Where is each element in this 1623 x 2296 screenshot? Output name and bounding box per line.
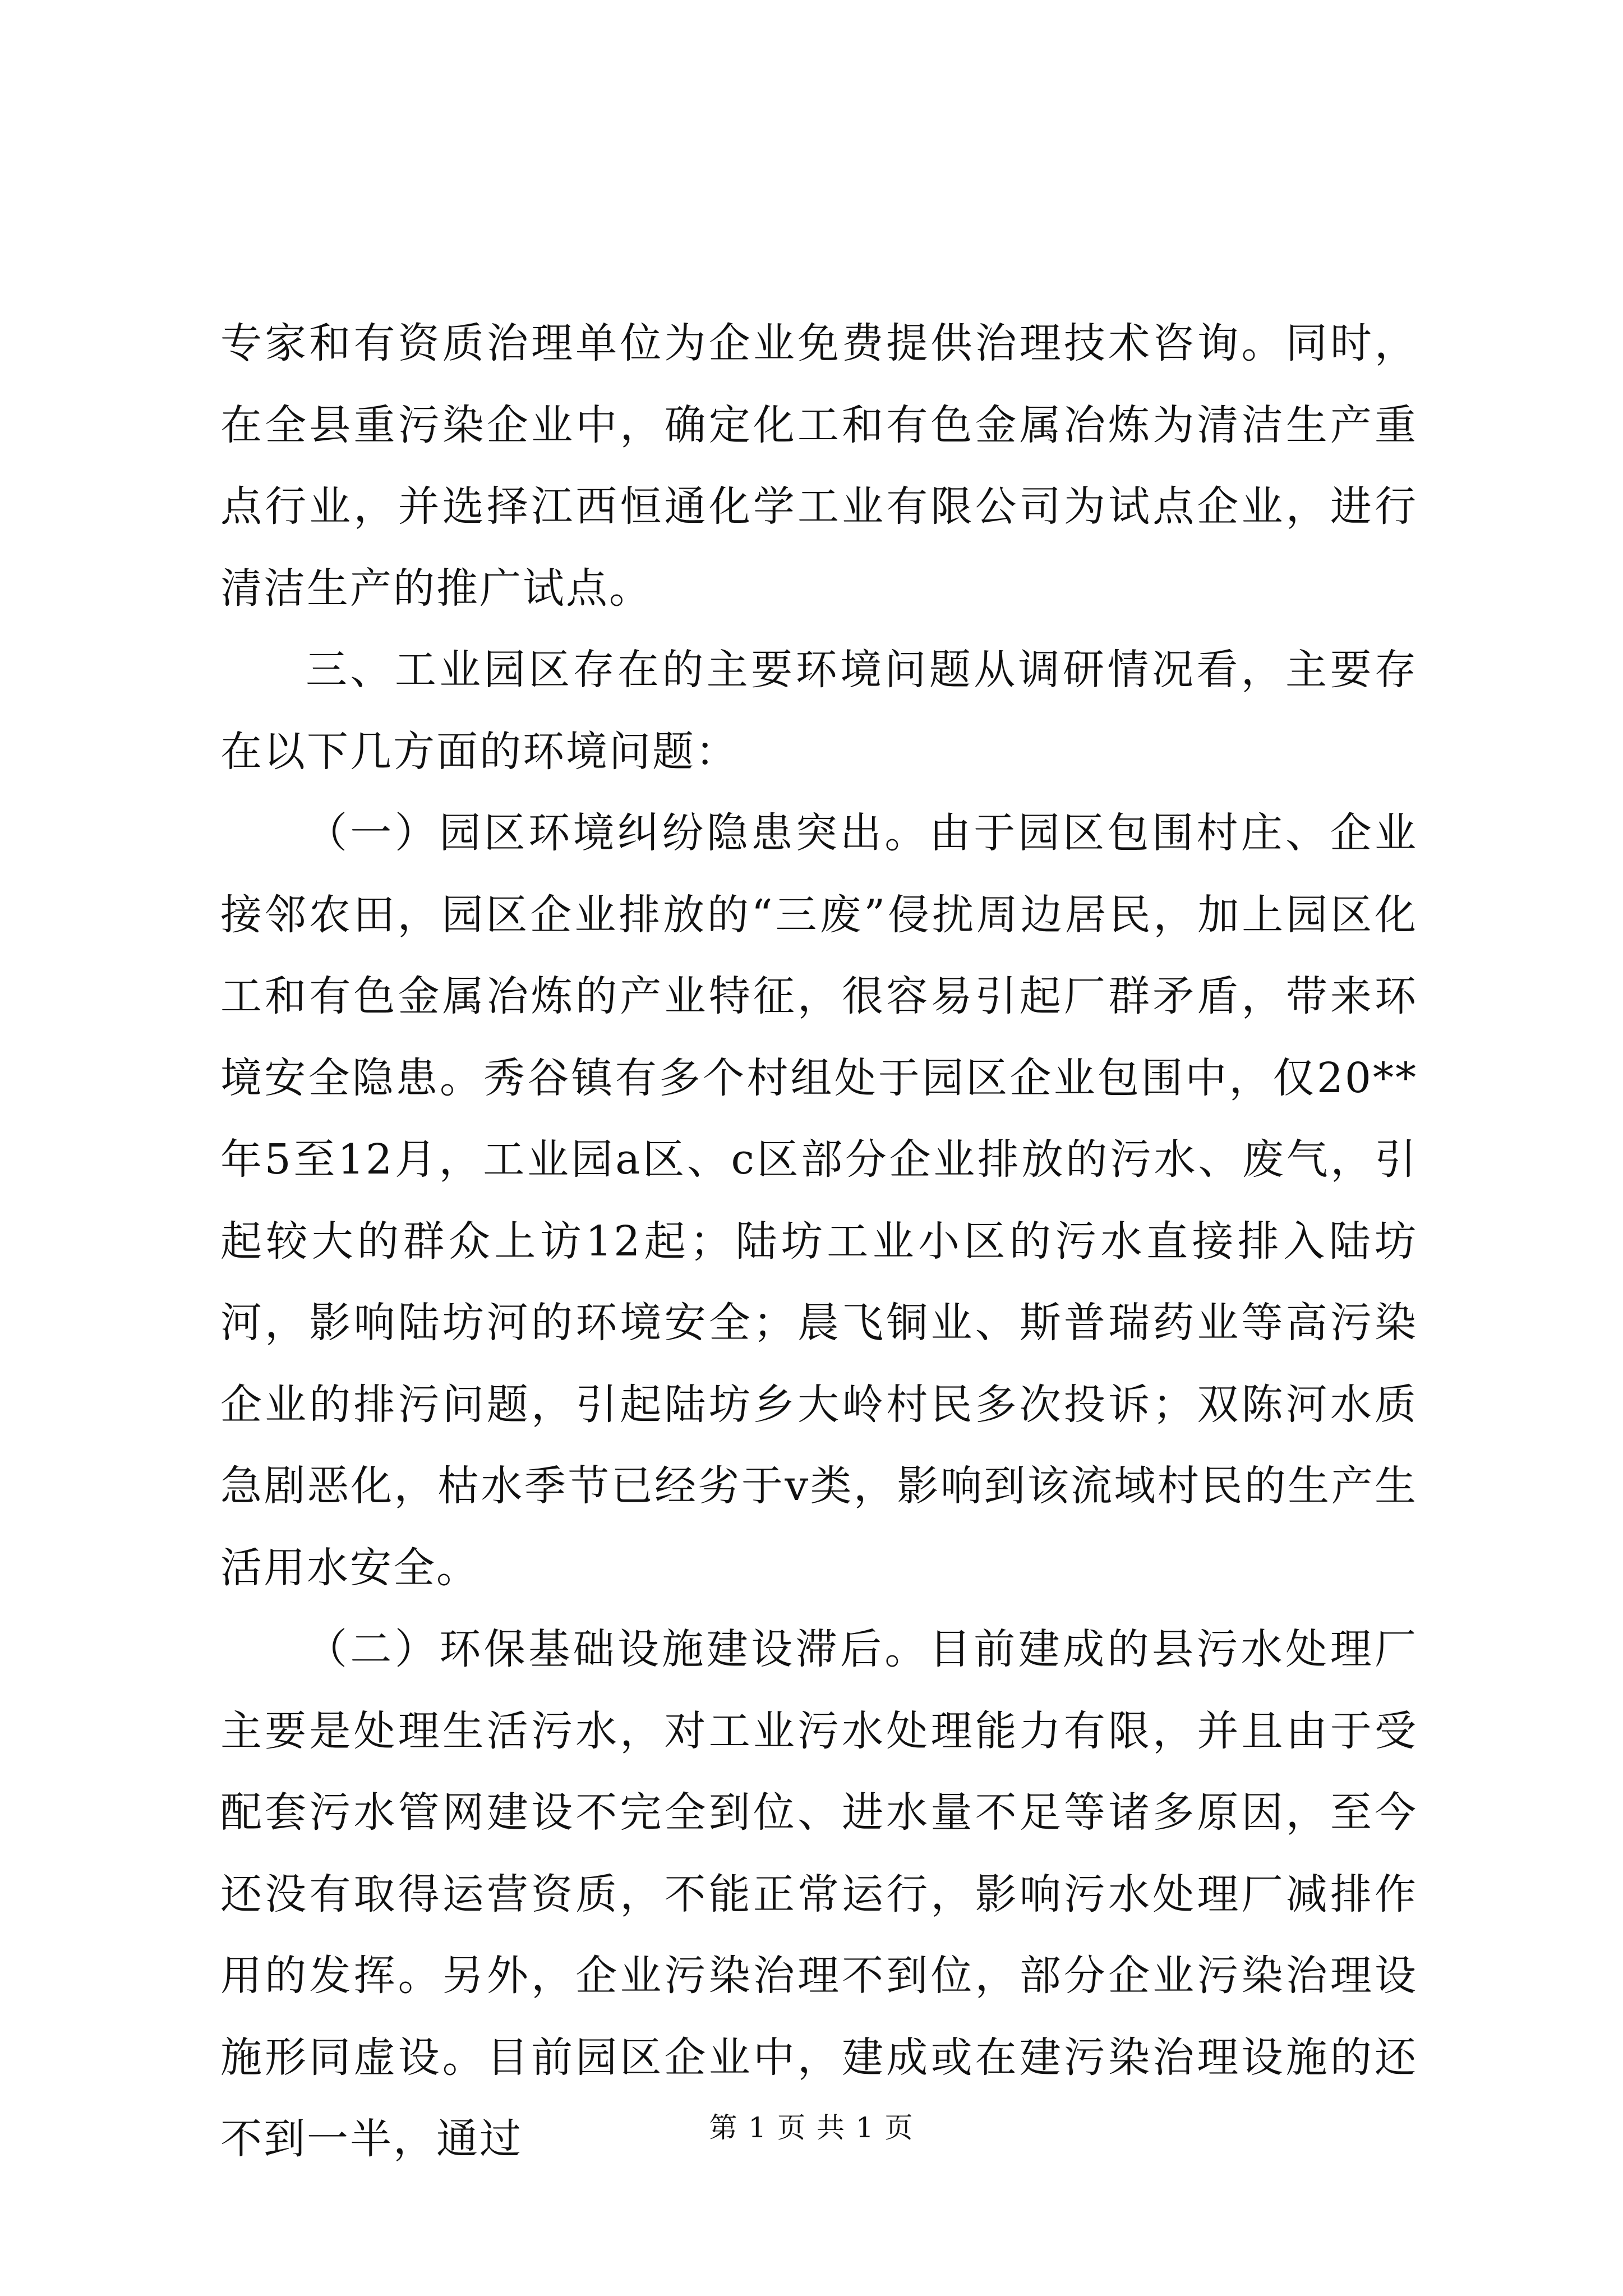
paragraph-3: （一）园区环境纠纷隐患突出。由于园区包围村庄、企业接邻农田，园区企业排放的“三废”侵扰周边居民，加上园区化工和有色金属冶炼的产业特征，很容易引起厂群矛盾，带来环境安全隐患。秀谷镇有多个村组处于园区企业包围中，仅20**年5至12月，工业园a区、c区部分企业排放的污水、废气，引起较大的群众上访12起；陆坊工业小区的污水直接排入陆坊河，影响陆坊河的环境安全；晨飞铜业、斯普瑞药业等高污染企业的排污问题，引起陆坊乡大岭村民多次投诉；双陈河水质急剧恶化，枯水季节已经劣于v类，影响到该流域村民的生产生活用水安全。 xyxy=(220,809,1418,1592)
document-body xyxy=(220,303,1418,2180)
page-footer: 第 1 页 共 1 页 xyxy=(709,2111,914,2144)
paragraph-4: （二）环保基础设施建设滞后。目前建成的县污水处理厂主要是处理生活污水，对工业污水处理能力有限，并且由于受配套污水管网建设不完全到位、进水量不足等诸多原因，至今还没有取得运营资质，不能正常运行，影响污水处理厂减排作用的发挥。另外，企业污染治理不到位，部分企业污染治理设施形同虚设。目前园区企业中，建成或在建污染治理设施的还不到一半，通过 xyxy=(220,1625,1418,2163)
paragraph-2: 三、工业园区存在的主要环境问题从调研情况看，主要存在以下几方面的环境问题： xyxy=(220,646,1418,776)
paragraph-1: 专家和有资质治理单位为企业免费提供治理技术咨询。同时，在全县重污染企业中，确定化工和有色金属冶炼为清洁生产重点行业，并选择江西恒通化学工业有限公司为试点企业，进行清洁生产的推广试点。 xyxy=(220,319,1418,613)
